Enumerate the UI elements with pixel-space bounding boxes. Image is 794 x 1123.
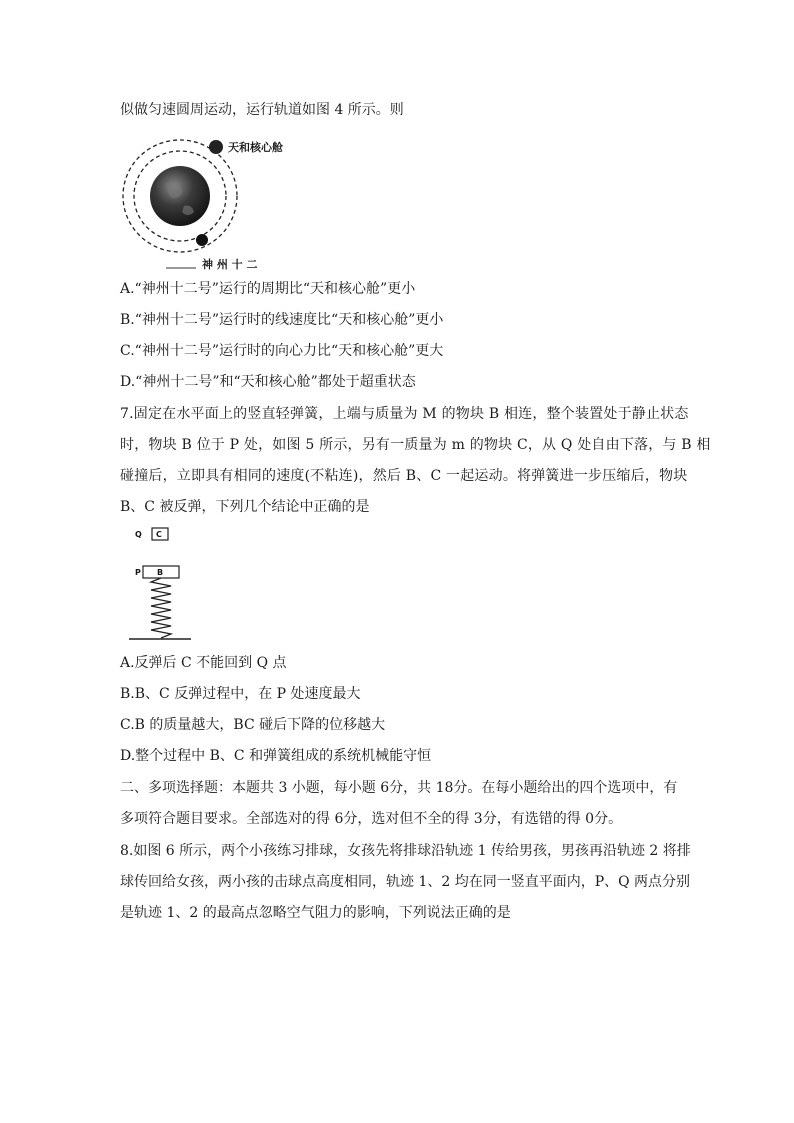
option-7d: D.整个过程中 B、C 和弹簧组成的系统机械能守恒 (120, 748, 432, 764)
intro-line: 似做匀速圆周运动，运行轨道如图 4 所示。则 (120, 102, 404, 118)
q7-line-3: 碰撞后，立即具有相同的速度(不粘连)，然后 B、C 一起运动。将弹簧进一步压缩后，物块 (120, 468, 688, 484)
section-2-line-2: 多项符合题目要求。全部选对的得 6分，选对但不全的得 3分，有选错的得 0分。 (120, 811, 623, 827)
q7-line-4: B、C 被反弹，下列几个结论中正确的是 (120, 499, 370, 515)
figure-4-orbits (118, 134, 308, 274)
p-label: P (135, 568, 141, 577)
q8-line-2: 球传回给女孩，两小孩的击球点高度相同，轨迹 1、2 均在同一竖直平面内，P、Q 两点分别 (120, 874, 691, 890)
b-label: B (157, 568, 164, 577)
tianhe-core-module (209, 140, 223, 154)
q8-line-3: 是轨迹 1、2 的最高点忽略空气阻力的影响，下列说法正确的是 (120, 905, 511, 921)
q7-line-2: 时，物块 B 位于 P 处，如图 5 所示，另有一质量为 m 的物块 C，从 Q 处自由下落，与 B 相 (120, 437, 711, 453)
orbit-diagram (118, 134, 308, 274)
earth (150, 166, 210, 226)
inner-orbit-label: 神 州 十 二 (202, 258, 258, 271)
option-7c: C.B 的质量越大，BC 碰后下降的位移越大 (120, 717, 386, 733)
outer-orbit-label: 天和核心舱 (228, 141, 283, 154)
section-2-line-1: 二、多项选择题：本题共 3 小题，每小题 6分，共 18分。在每小题给出的四个选项中，有 (120, 780, 678, 796)
option-6c: C.“神州十二号”运行时的向心力比“天和核心舱”更大 (120, 343, 444, 359)
q-label: Q (135, 530, 142, 539)
shenzhou-12 (196, 234, 208, 246)
q8-line-1: 8.如图 6 所示，两个小孩练习排球，女孩先将排球沿轨迹 1 传给男孩，男孩再沿轨迹 2 将排 (120, 843, 691, 859)
option-6a: A.“神州十二号”运行的周期比“天和核心舱”更小 (120, 281, 416, 297)
spring (151, 578, 171, 638)
option-6b: B.“神州十二号”运行时的线速度比“天和核心舱”更小 (120, 312, 444, 328)
option-6d: D.“神州十二号”和“天和核心舱”都处于超重状态 (120, 374, 416, 390)
q7-line-1: 7.固定在水平面上的竖直轻弹簧，上端与质量为 M 的物块 B 相连，整个装置处于静止状态 (120, 406, 689, 422)
figure-5-spring (125, 525, 195, 645)
option-7a: A.反弹后 C 不能回到 Q 点 (120, 655, 287, 671)
option-7b: B.B、C 反弹过程中，在 P 处速度最大 (120, 686, 361, 702)
spring-diagram (125, 525, 195, 645)
c-label: C (156, 530, 162, 539)
